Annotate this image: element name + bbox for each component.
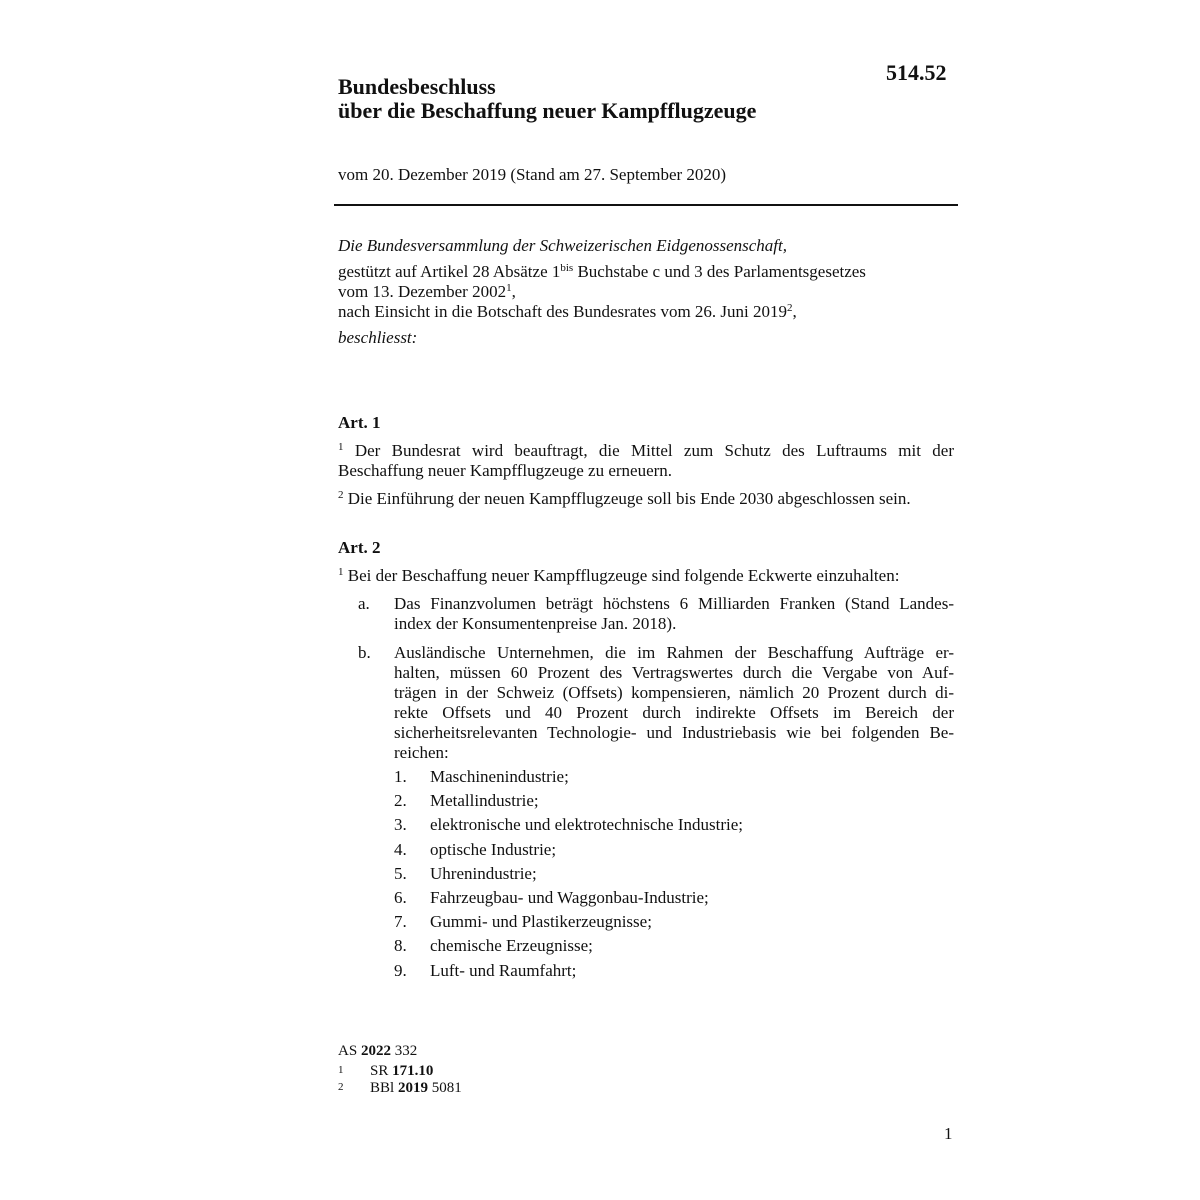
list-item-text: optische Industrie;	[430, 840, 557, 859]
list-item-text: Gummi- und Plastikerzeugnisse;	[430, 912, 652, 931]
footnote-1: SR 171.10	[370, 1063, 434, 1079]
art-2-item-a-line-2: index der Konsumentenpreise Jan. 2018).	[394, 614, 677, 633]
list-item-number: 9.	[394, 961, 407, 980]
header-rule	[334, 204, 958, 206]
title-line-2: über die Beschaffung neuer Kampfflugzeuge	[338, 98, 757, 123]
art-2-item-b-line: rekte Offsets und 40 Prozent durch indirekte Offsets im Bereich der	[394, 703, 954, 722]
art-1-para-1-line-2: Beschaffung neuer Kampfflugzeuge zu erneuern.	[338, 461, 673, 480]
art-2-item-b-line-last: reichen:	[394, 743, 449, 762]
list-item-text: Fahrzeugbau- und Waggonbau-Industrie;	[430, 888, 709, 907]
list-item-text: chemische Erzeugnisse;	[430, 936, 593, 955]
art-2-item-b-line: sicherheitsrelevanten Technologie- und Industriebasis wie bei folgenden Be-	[394, 723, 954, 742]
list-item-number: 3.	[394, 815, 407, 834]
art-2-item-b-line: halten, müssen 60 Prozent des Vertragswertes durch die Vergabe von Auf-	[394, 663, 954, 682]
art-1-para-1-line-1: $^1$ Der Bundesrat wird beauftragt, die Mittel zum Schutz des Luftraums mit der	[338, 441, 954, 460]
preamble-intro: Die Bundesversammlung der Schweizerischen Eidgenossenschaft,	[338, 236, 787, 255]
list-item-number: 4.	[394, 840, 407, 859]
art-2-item-b-line: Ausländische Unternehmen, die im Rahmen der Beschaffung Aufträge er-	[394, 643, 954, 662]
list-item-number: 1.	[394, 767, 407, 786]
preamble-line-3: nach Einsicht in die Botschaft des Bundesrates vom 26. Juni 2019$^2$,	[338, 302, 797, 321]
list-item-text: Uhrenindustrie;	[430, 864, 537, 883]
title-line-1: Bundesbeschluss	[338, 74, 496, 99]
list-item-number: 7.	[394, 912, 407, 931]
list-item-text: elektronische und elektrotechnische Industrie;	[430, 815, 743, 834]
list-item-text: Metallindustrie;	[430, 791, 539, 810]
preamble-line-2: vom 13. Dezember 2002$^1$,	[338, 282, 516, 301]
list-item-number: 5.	[394, 864, 407, 883]
list-item-number: 2.	[394, 791, 407, 810]
list-item-number: 6.	[394, 888, 407, 907]
footnote-ref-2[interactable]: 2	[787, 302, 793, 314]
art-2-item-a-label: a.	[358, 594, 370, 613]
art-2-heading: Art. 2	[338, 538, 381, 557]
date-line: vom 20. Dezember 2019 (Stand am 27. September 2020)	[338, 165, 727, 184]
art-1-para-2: $^2$ Die Einführung der neuen Kampfflugzeuge soll bis Ende 2030 abgeschlossen sein.	[338, 489, 911, 508]
list-item-text: Luft- und Raumfahrt;	[430, 961, 577, 980]
list-item-text: Maschinenindustrie;	[430, 767, 569, 786]
list-item-number: 8.	[394, 936, 407, 955]
footnote-2: BBl 2019 5081	[370, 1080, 462, 1096]
art-1-heading: Art. 1	[338, 413, 381, 432]
preamble-line-1: gestützt auf Artikel 28 Absätze $1^{bis}$ Buchstabe c und 3 des Parlamentsgesetzes	[338, 262, 866, 281]
sr-number: 514.52	[886, 60, 947, 85]
art-2-item-b-label: b.	[358, 643, 371, 662]
official-collection-ref: AS 2022 332	[338, 1043, 418, 1059]
art-2-item-b-line: trägen in der Schweiz (Offsets) kompensieren, nämlich 20 Prozent durch di-	[394, 683, 954, 702]
art-2-para-1: $^1$ Bei der Beschaffung neuer Kampfflugzeuge sind folgende Eckwerte einzuhalten:	[338, 566, 900, 585]
preamble-resolves: beschliesst:	[338, 328, 418, 347]
footnote-2-mark: 2	[338, 1081, 344, 1093]
footnote-1-mark: 1	[338, 1064, 344, 1076]
page-number: 1	[944, 1124, 953, 1143]
footnote-ref-1[interactable]: 1	[506, 282, 512, 294]
art-2-item-a-line-1: Das Finanzvolumen beträgt höchstens 6 Milliarden Franken (Stand Landes-	[394, 594, 954, 613]
